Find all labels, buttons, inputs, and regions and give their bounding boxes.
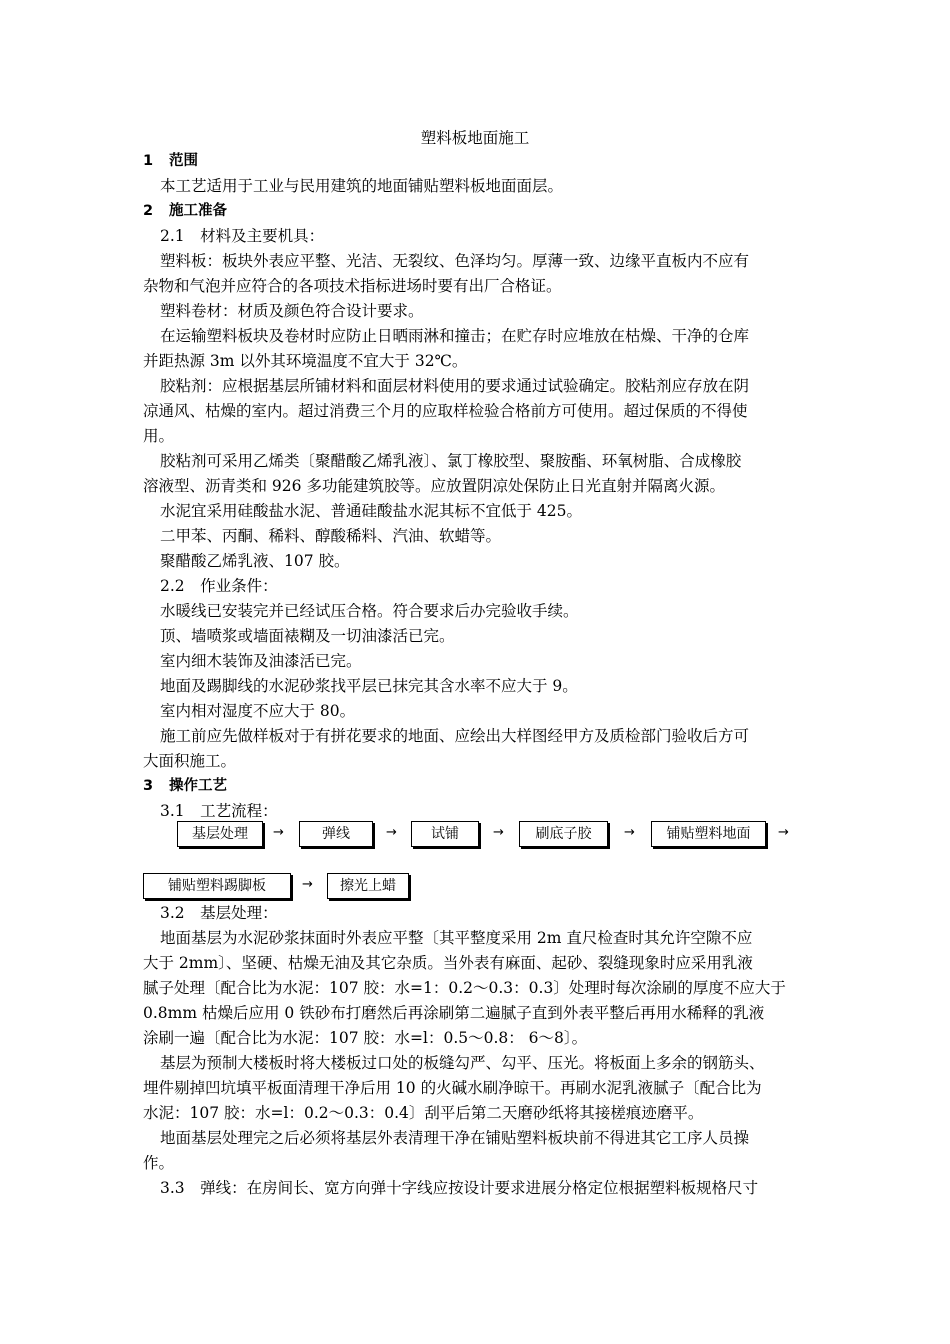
paragraph-line: 地面基层处理完之后必须将基层外表清理干净在铺贴塑料板块前不得进其它工序人员操	[160, 1129, 750, 1147]
paragraph-line: 作。	[143, 1154, 175, 1172]
section-heading-3: 3 操作工艺	[143, 778, 227, 794]
paragraph-line: 聚醋酸乙烯乳液、107 胶。	[160, 552, 350, 570]
paragraph-line: 施工前应先做样板对于有拼花要求的地面、应绘出大样图经甲方及质检部门验收后方可	[160, 727, 750, 745]
paragraph-line: 塑料板：板块外表应平整、光洁、无裂纹、色泽均匀。厚薄一致、边缘平直板内不应有	[160, 252, 750, 270]
subsection-heading-3-2: 3.2 基层处理：	[160, 904, 278, 922]
paragraph-line: 并距热源 3m 以外其环境温度不宜大于 32℃。	[143, 352, 468, 370]
paragraph-line: 室内细木装饰及油漆活已完。	[160, 652, 362, 670]
paragraph-line: 0.8mm 枯燥后应用 0 铁砂布打磨然后再涂刷第二遍腻子直到外表平整后再用水稀释的乳液	[143, 1004, 765, 1022]
paragraph-line: 凉通风、枯燥的室内。超过消费三个月的应取样检验合格前方可使用。超过保质的不得使	[143, 402, 748, 420]
paragraph-line: 腻子处理〔配合比为水泥：107 胶：水=1：0.2～0.3：0.3〕处理时每次涂刷的厚度不应大于	[143, 979, 786, 997]
paragraph-line: 水泥：107 胶：水=l：0.2～0.3：0.4〕刮平后第二天磨砂纸将其接槎痕迹磨平。	[143, 1104, 704, 1122]
paragraph-line: 大面积施工。	[143, 752, 237, 770]
paragraph-line: 地面及踢脚线的水泥砂浆找平层已抹完其含水率不应大于 9。	[160, 677, 578, 695]
flow-step-lay-floor: 铺贴塑料地面	[651, 821, 766, 847]
subsection-heading-2-1: 2.1 材料及主要机具：	[160, 227, 325, 245]
subsection-heading-2-2: 2.2 作业条件：	[160, 577, 278, 595]
flow-arrow: →	[493, 825, 504, 840]
paragraph: 本工艺适用于工业与民用建筑的地面铺贴塑料板地面面层。	[160, 177, 564, 195]
paragraph-line: 溶液型、沥青类和 926 多功能建筑胶等。应放置阴凉处保防止日光直射并隔离火源。	[143, 477, 725, 495]
paragraph-line: 在运输塑料板块及卷材时应防止日晒雨淋和撞击；在贮存时应堆放在枯燥、干净的仓库	[160, 327, 750, 345]
paragraph-line: 胶粘剂可采用乙烯类〔聚醋酸乙烯乳液〕、氯丁橡胶型、聚胺酯、环氧树脂、合成橡胶	[160, 452, 742, 470]
paragraph-line: 顶、墙喷浆或墙面裱糊及一切油漆活已完。	[160, 627, 455, 645]
paragraph-line: 大于 2mm〕、坚硬、枯燥无油及其它杂质。当外表有麻面、起砂、裂缝现象时应采用乳液	[143, 954, 753, 972]
section-heading-2: 2 施工准备	[143, 203, 227, 219]
paragraph-line: 杂物和气泡并应符合的各项技术指标进场时要有出厂合格证。	[143, 277, 562, 295]
flow-arrow: →	[273, 825, 284, 840]
paragraph-line: 地面基层为水泥砂浆抹面时外表应平整〔其平整度采用 2m 直尺检查时其允许空隙不应	[160, 929, 753, 947]
flow-arrow: →	[302, 877, 313, 892]
flow-arrow: →	[386, 825, 397, 840]
paragraph-line: 埋件剔掉凹坑填平板面清理干净后用 10 的火碱水刷净晾干。再刷水泥乳液腻子〔配合比为	[143, 1079, 762, 1097]
flow-step-lay-skirting: 铺贴塑料踢脚板	[143, 873, 291, 899]
subsection-heading-3-1: 3.1 工艺流程：	[160, 802, 278, 820]
paragraph-line: 塑料卷材：材质及颜色符合设计要求。	[160, 302, 424, 320]
flow-arrow: →	[778, 825, 789, 840]
subsection-heading-3-3: 3.3 弹线：在房间长、宽方向弹十字线应按设计要求进展分格定位根据塑料板规格尺寸	[160, 1179, 759, 1197]
paragraph-line: 室内相对湿度不应大于 80。	[160, 702, 356, 720]
paragraph-line: 水泥宜采用硅酸盐水泥、普通硅酸盐水泥其标不宜低于 425。	[160, 502, 583, 520]
flow-step-polish-wax: 擦光上蜡	[327, 873, 409, 899]
paragraph-line: 基层为预制大楼板时将大楼板过口处的板缝勾严、勾平、压光。将板面上多余的钢筋头、	[160, 1054, 765, 1072]
section-heading-1: 1 范围	[143, 153, 198, 169]
paragraph-line: 二甲苯、丙酮、稀料、醇酸稀料、汽油、软蜡等。	[160, 527, 502, 545]
paragraph-line: 水暖线已安装完并已经试压合格。符合要求后办完验收手续。	[160, 602, 579, 620]
flow-step-trial-lay: 试铺	[411, 821, 479, 847]
flow-arrow: →	[624, 825, 635, 840]
page-title: 塑料板地面施工	[420, 129, 530, 147]
paragraph-line: 用。	[143, 427, 175, 445]
paragraph-line: 涂刷一遍〔配合比为水泥：107 胶：水=l：0.5～0.8： 6～8〕。	[143, 1029, 588, 1047]
flow-step-base-treatment: 基层处理	[177, 821, 263, 847]
flow-step-primer: 刷底子胶	[519, 821, 608, 847]
flow-step-snap-line: 弹线	[299, 821, 373, 847]
paragraph-line: 胶粘剂：应根据基层所铺材料和面层材料使用的要求通过试验确定。胶粘剂应存放在阴	[160, 377, 750, 395]
